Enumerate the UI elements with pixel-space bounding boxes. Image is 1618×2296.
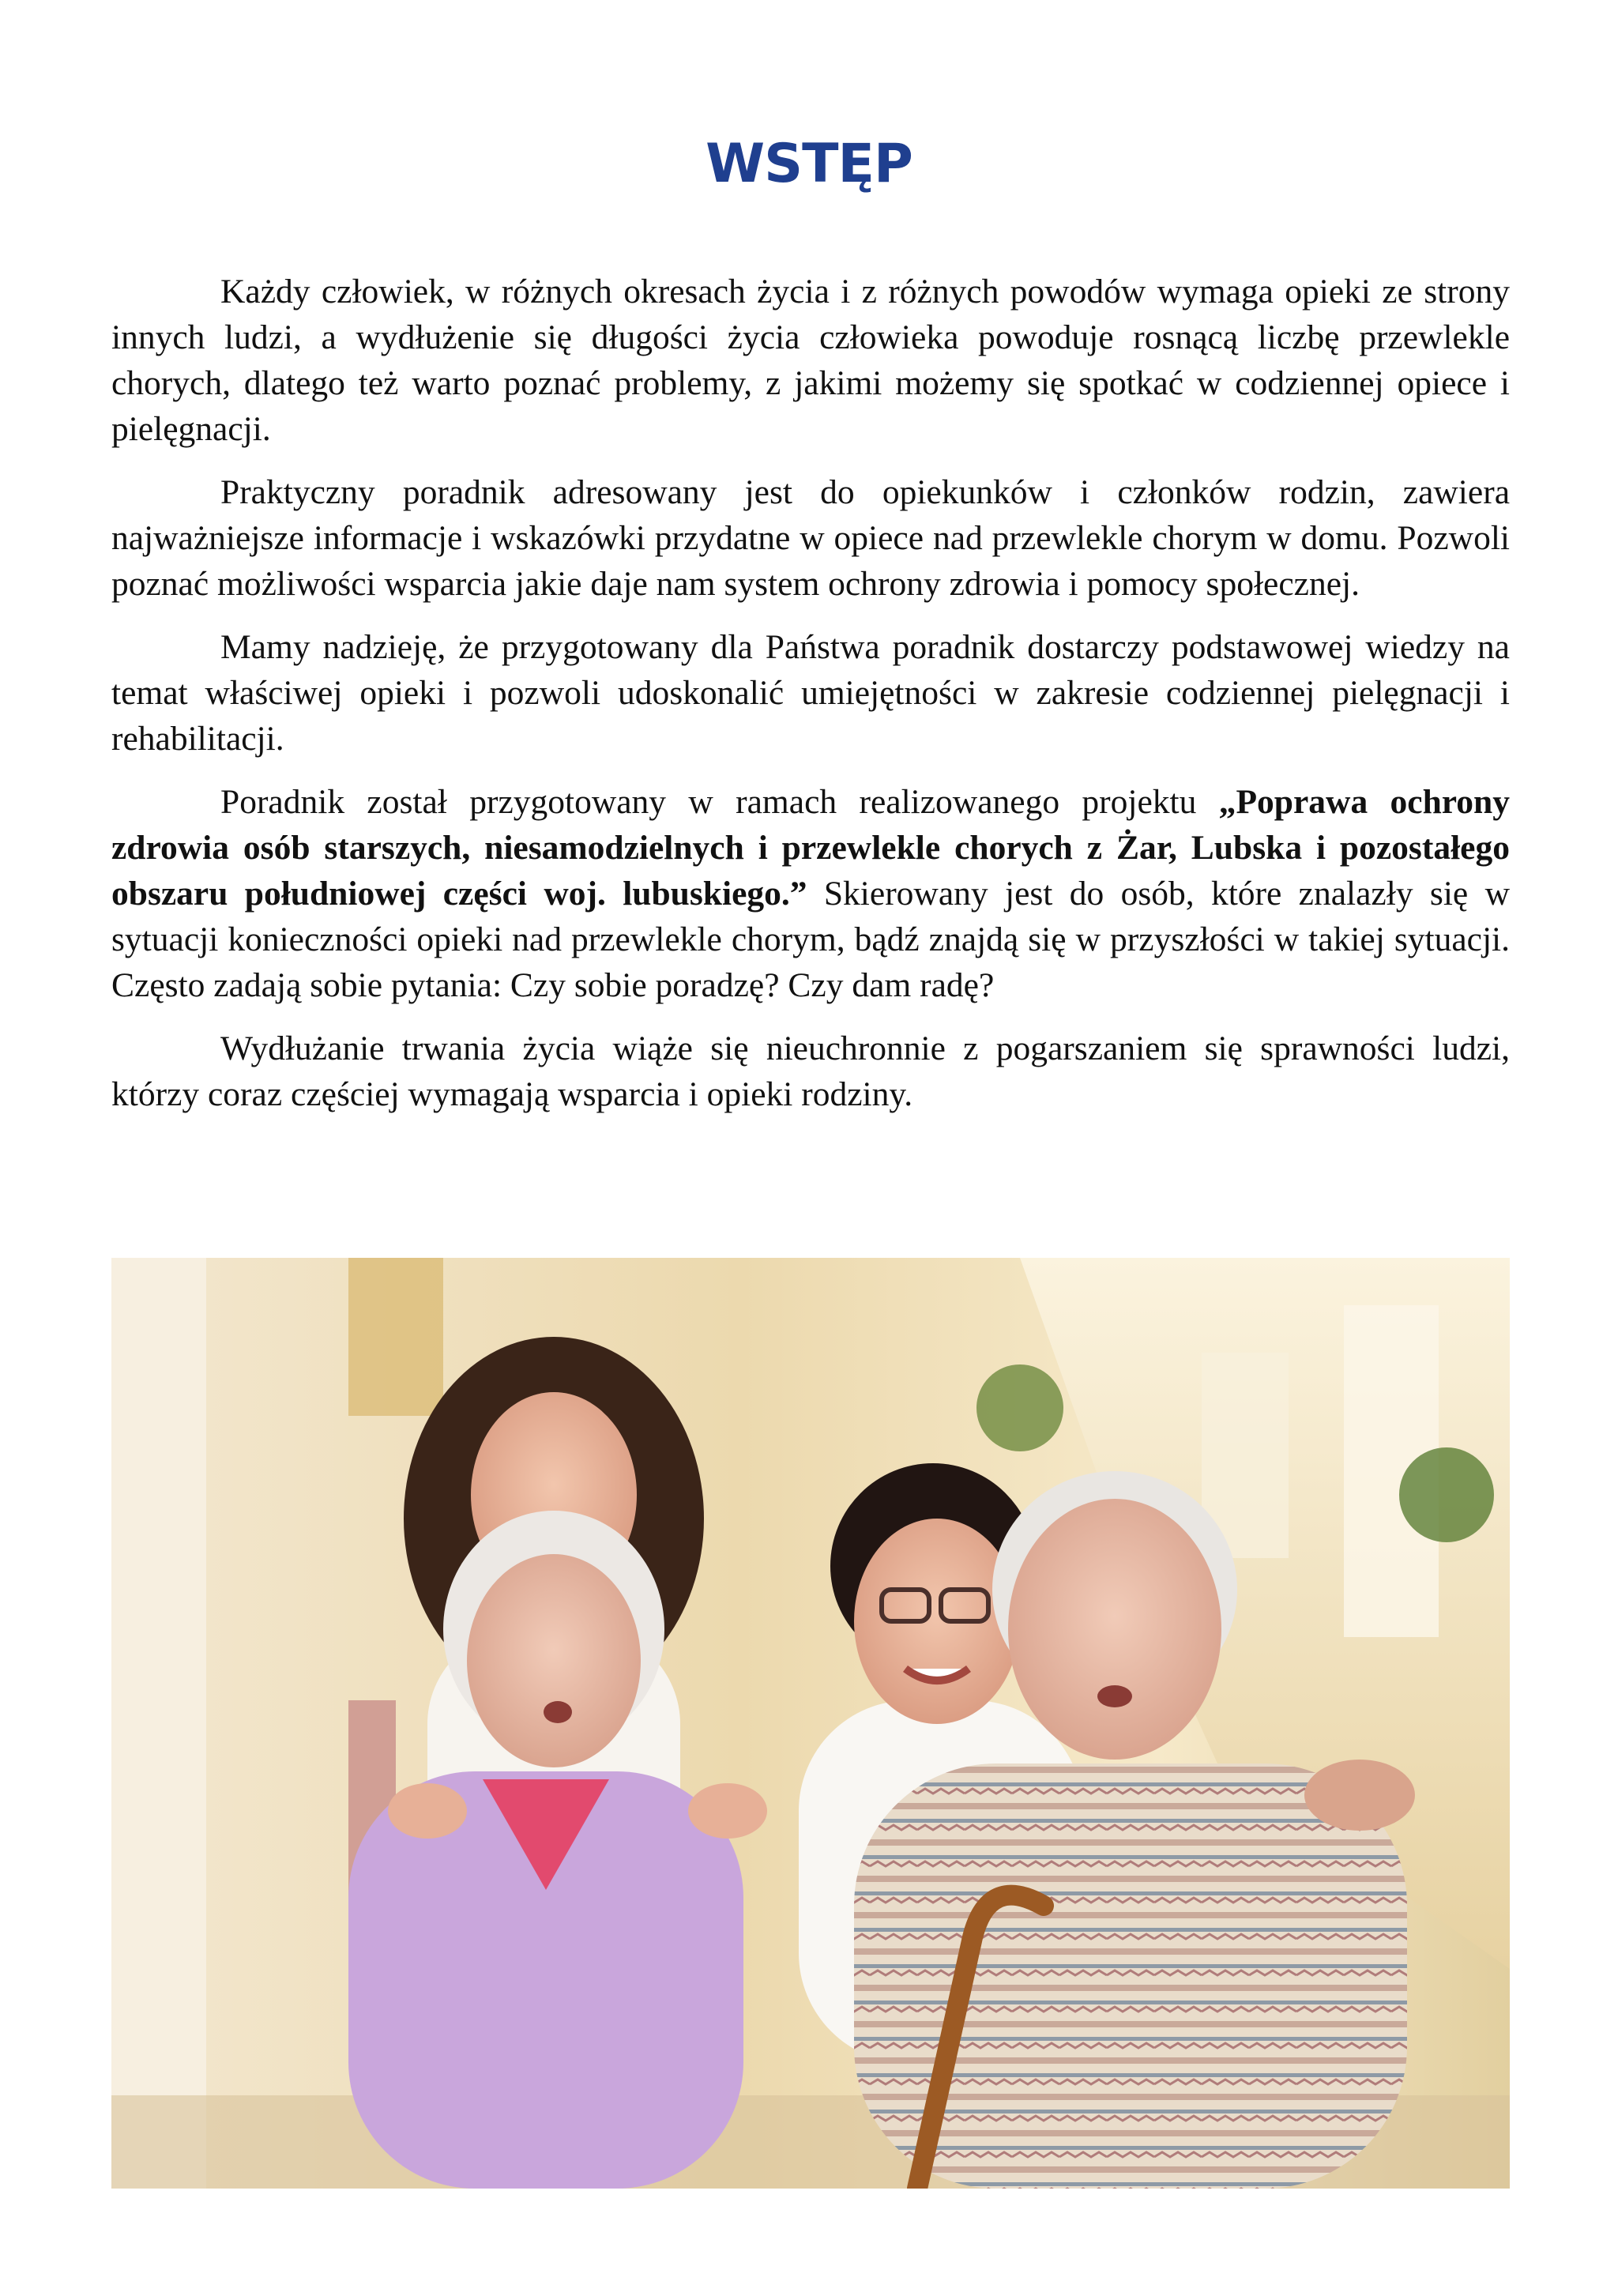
paragraph-4-rest: Skierowany jest do osób, które znalazły się w sytuacji konieczności opieki nad przewlekle chorym, bądź znajdą się w przyszłości w takiej sytuacji. Często zadają sobie pytania: Czy sobie poradzę? Czy dam radę? — [111, 875, 1510, 1004]
paragraph-1: Każdy człowiek, w różnych okresach życia i z różnych powodów wymaga opieki ze strony innych ludzi, a wydłużenie się długości życia człowieka powoduje rosnącą liczbę przewlekle chorych, dlatego też warto poznać problemy, z jakimi możemy się spotkać w codziennej opiece i pielęgnacji. — [111, 273, 1510, 448]
paragraph-5: Wydłużanie trwania życia wiąże się nieuchronnie z pogarszaniem się sprawności ludzi, którzy coraz częściej wymagają wsparcia i opieki rodziny. — [111, 1029, 1510, 1113]
paragraph-2: Praktyczny poradnik adresowany jest do opiekunków i członków rodzin, zawiera najważniejsze informacje i wskazówki przydatne w opiece nad przewlekle chorym w domu. Pozwoli poznać możliwości wsparcia jakie daje nam system ochrony zdrowia i pomocy społecznej. — [111, 473, 1510, 603]
page-title: WSTĘP — [706, 133, 912, 195]
caregivers-photo — [111, 1258, 1510, 2189]
paragraph-3: Mamy nadzieję, że przygotowany dla Państwa poradnik dostarczy podstawowej wiedzy na temat właściwej opieki i pozwoli udoskonalić umiejętności w zakresie codziennej pielęgnacji i rehabilitacji. — [111, 628, 1510, 758]
paragraph-4-intro: Poradnik został przygotowany w ramach realizowanego projektu — [220, 783, 1219, 821]
intro-text — [111, 269, 1510, 1135]
project-title: „Poprawa ochrony zdrowia osób starszych, niesamodzielnych i przewlekle chorych z Żar, Lubska i pozostałego obszaru południowej części woj. lubuskiego.” — [111, 783, 1511, 913]
paragraph-4 — [111, 779, 1510, 1008]
